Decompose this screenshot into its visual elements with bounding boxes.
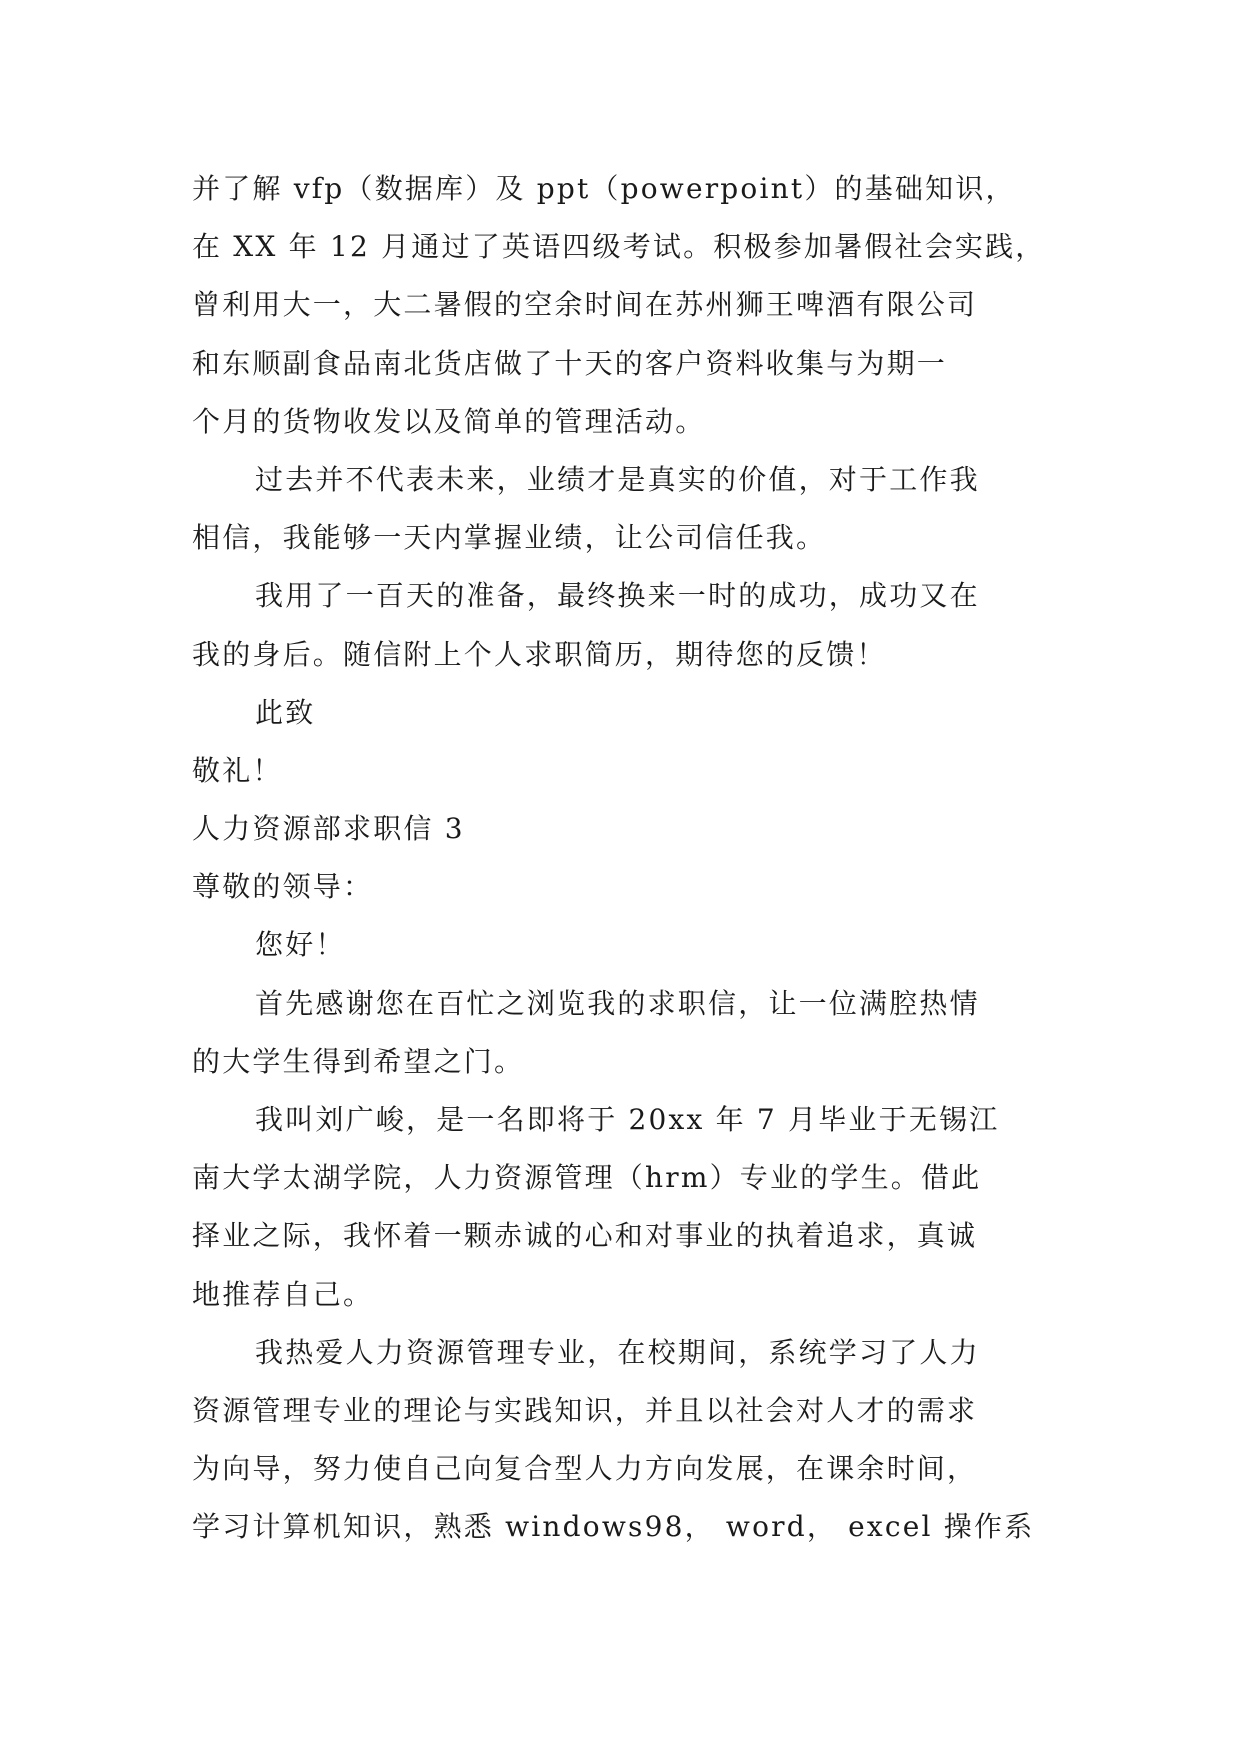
document-body bbox=[192, 160, 1092, 1557]
text-line: 学习计算机知识，熟悉 windows98， word， excel 操作系 bbox=[192, 1510, 1035, 1544]
greeting-recipient: 尊敬的领导： bbox=[192, 870, 374, 904]
text-line: 为向导，努力使自己向复合型人力方向发展，在课余时间， bbox=[192, 1452, 978, 1486]
section-title: 人力资源部求职信 3 bbox=[192, 812, 465, 846]
text-line: 曾利用大一，大二暑假的空余时间在苏州狮王啤酒有限公司 bbox=[192, 288, 978, 322]
text-line: 个月的货物收发以及简单的管理活动。 bbox=[192, 404, 706, 438]
text-line: 和东顺副食品南北货店做了十天的客户资料收集与为期一 bbox=[192, 346, 948, 380]
text-line: 我的身后。随信附上个人求职简历，期待您的反馈！ bbox=[192, 637, 887, 671]
closing-salutation: 此致 bbox=[255, 695, 316, 729]
text-line: 择业之际，我怀着一颗赤诚的心和对事业的执着追求，真诚 bbox=[192, 1219, 978, 1253]
greeting-hello: 您好！ bbox=[255, 928, 346, 962]
text-line: 相信，我能够一天内掌握业绩，让公司信任我。 bbox=[192, 521, 827, 555]
text-line: 在 XX 年 12 月通过了英语四级考试。积极参加暑假社会实践， bbox=[192, 230, 1046, 264]
text-line: 资源管理专业的理论与实践知识，并且以社会对人才的需求 bbox=[192, 1393, 978, 1427]
closing-regards: 敬礼！ bbox=[192, 753, 283, 787]
text-line: 过去并不代表未来，业绩才是真实的价值，对于工作我 bbox=[255, 462, 980, 496]
text-line: 我叫刘广峻，是一名即将于 20xx 年 7 月毕业于无锡江 bbox=[255, 1103, 1000, 1136]
text-line: 的大学生得到希望之门。 bbox=[192, 1044, 525, 1078]
text-line: 地推荐自己。 bbox=[192, 1277, 374, 1311]
text-line: 南大学太湖学院，人力资源管理（hrm）专业的学生。借此 bbox=[192, 1161, 982, 1195]
text-line: 我用了一百天的准备，最终换来一时的成功，成功又在 bbox=[255, 579, 980, 613]
text-line: 首先感谢您在百忙之浏览我的求职信，让一位满腔热情 bbox=[255, 986, 980, 1020]
text-line: 我热爱人力资源管理专业，在校期间，系统学习了人力 bbox=[255, 1335, 980, 1369]
text-line: 并了解 vfp（数据库）及 ppt（powerpoint）的基础知识， bbox=[192, 172, 1016, 205]
